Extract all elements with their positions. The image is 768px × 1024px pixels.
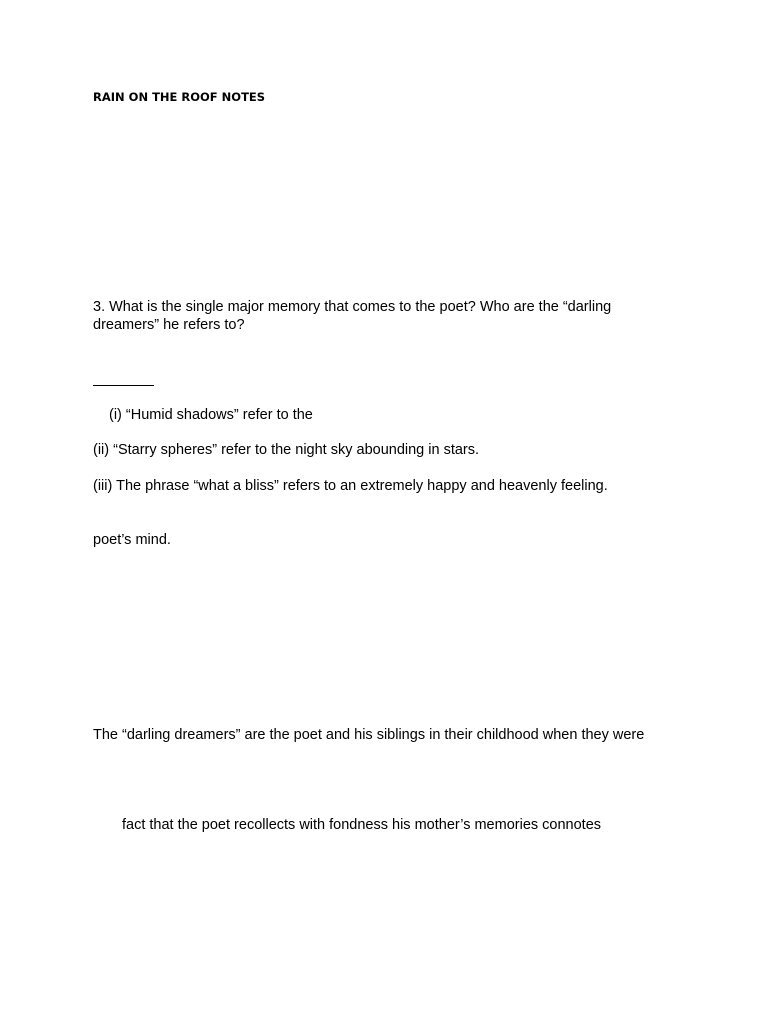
item-what-a-bliss: (iii) The phrase “what a bliss” refers to an extremely happy and heavenly feeling. xyxy=(93,478,608,494)
page-title: RAIN ON THE ROOF NOTES xyxy=(93,90,266,104)
text-fact-recollects: fact that the poet recollects with fondness his mother’s memories connotes xyxy=(122,817,602,833)
question-line-2: dreamers” he refers to? xyxy=(93,317,245,333)
item-humid-shadows: (i) “Humid shadows” refer to the xyxy=(109,407,313,423)
text-poets-mind: poet’s mind. xyxy=(93,532,171,548)
text-darling-dreamers: The “darling dreamers” are the poet and his siblings in their childhood when they were xyxy=(93,727,645,743)
horizontal-rule xyxy=(93,385,154,386)
item-starry-spheres: (ii) “Starry spheres” refer to the night sky abounding in stars. xyxy=(93,442,480,458)
question-line-1: 3. What is the single major memory that comes to the poet? Who are the “darling xyxy=(93,299,612,315)
